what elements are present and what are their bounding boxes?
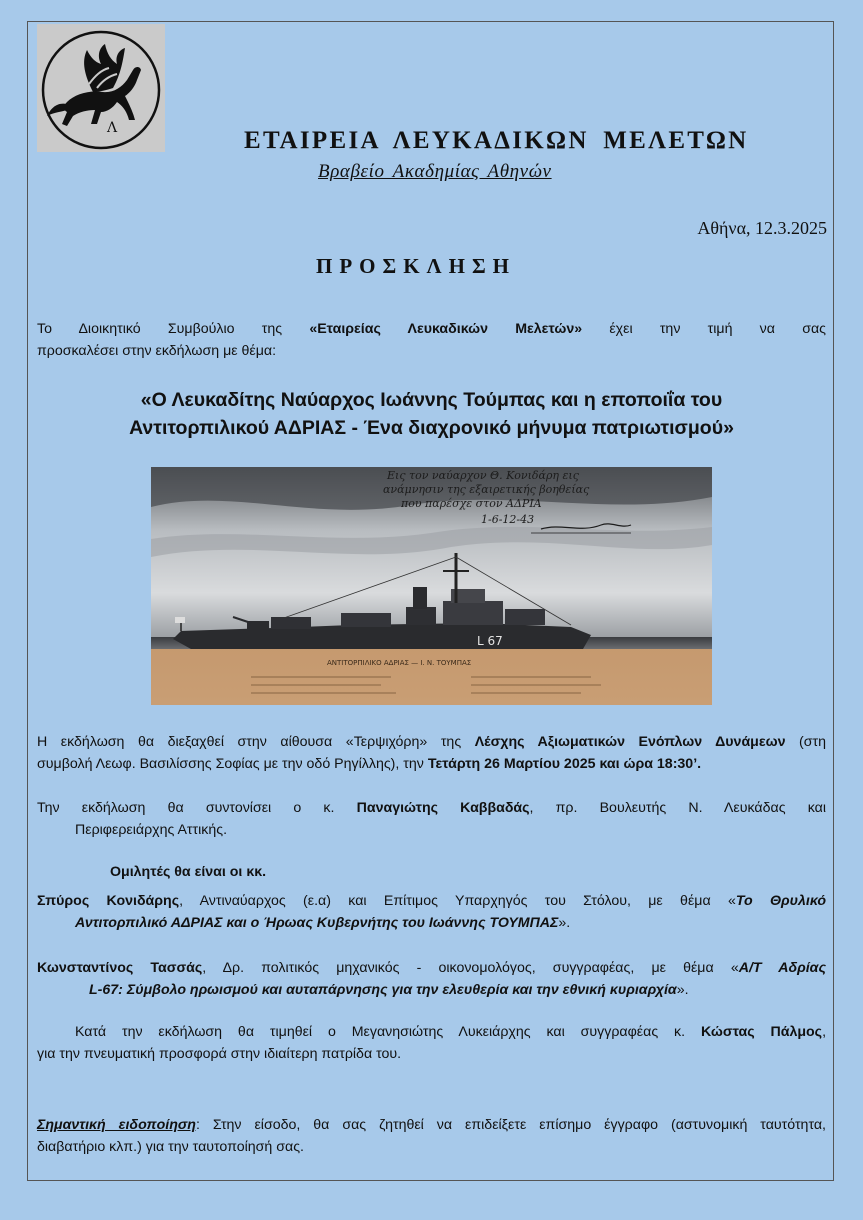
award-subtitle: Βραβείο Ακαδημίας Αθηνών — [318, 161, 552, 182]
notice-line-2: διαβατήριο κλπ.) για την ταυτοποίησή σας. — [37, 1139, 304, 1155]
event-datetime: Τετάρτη 26 Μαρτίου 2025 και ώρα 18:30’. — [427, 756, 702, 772]
inscription-line-1: Εις τον ναύαρχον Θ. Κονιδάρη εις — [387, 469, 579, 482]
honor-paragraph — [37, 1021, 826, 1065]
pegasus-logo — [37, 24, 165, 152]
notice-paragraph — [37, 1114, 826, 1158]
venue-name: Λέσχης Αξιωματικών Ενόπλων Δυνάμεων — [474, 734, 786, 750]
photo-caption: ΑΝΤΙΤΟΡΠΙΛΙΚΟ ΑΔΡΙΑΣ — Ι. Ν. ΤΟΥΜΠΑΣ — [327, 659, 472, 667]
venue-paragraph — [37, 731, 826, 775]
destroyer-photo — [151, 467, 712, 705]
event-topic-line-2: Αντιτορπιλικού ΑΔΡΙΑΣ - Ένα διαχρονικό μήνυμα πατριωτισμού» — [129, 417, 734, 439]
speaker-2-line-2: L-67: Σύμβολο ηρωισμού και αυταπάρνησης για την ελευθερία και την εθνική κυριαρχία». — [89, 982, 689, 998]
inscription-line-3: που παρέσχε στον ΑΔΡΙΑ — [401, 497, 542, 510]
notice-line-1: Σημαντική ειδοποίηση: Στην είσοδο, θα σας ζητηθεί να επιδείξετε επίσημο έγγραφο (αστυνομική ταυτότητα, — [37, 1117, 826, 1133]
invitation-title: ΠΡΟΣΚΛΗΣΗ — [316, 254, 517, 278]
intro-line-2: προσκαλέσει στην εκδήλωση με θέμα: — [37, 343, 277, 359]
honoree-name: Κώστας Πάλμος — [700, 1024, 823, 1040]
speaker-2-topic: L-67: Σύμβολο ηρωισμού και αυταπάρνησης για την ελευθερία και την εθνική κυριαρχία — [89, 982, 677, 998]
letter-date: Αθήνα, 12.3.2025 — [697, 218, 827, 238]
society-name: «Εταιρείας Λευκαδικών Μελετών» — [309, 321, 583, 337]
intro-line-1: Το Διοικητικό Συμβούλιο της «Εταιρείας Λευκαδικών Μελετών» έχει την τιμή να σας — [37, 321, 827, 337]
venue-line-1: Η εκδήλωση θα διεξαχθεί στην αίθουσα «Τερψιχόρη» της Λέσχης Αξιωματικών Ενόπλων Δυνάμεων (στη — [37, 734, 826, 750]
intro-paragraph — [37, 318, 826, 362]
notice-label: Σημαντική ειδοποίηση — [37, 1117, 196, 1133]
speaker-1 — [37, 890, 826, 934]
organization-name: ΕΤΑΙΡΕΙΑ ΛΕΥΚΑΔΙΚΩΝ ΜΕΛΕΤΩΝ — [244, 127, 749, 154]
honor-line-2: για την πνευματική προσφορά στην ιδιαίτερη πατρίδα του. — [37, 1046, 402, 1062]
speaker-1-topic: Αντιτορπιλικό ΑΔΡΙΑΣ και ο Ήρωας Κυβερνήτης του Ιωάννης ΤΟΥΜΠΑΣ — [75, 915, 559, 931]
speaker-1-line-2: Αντιτορπιλικό ΑΔΡΙΑΣ και ο Ήρωας Κυβερνήτης του Ιωάννης ΤΟΥΜΠΑΣ». — [75, 915, 571, 931]
inscription-date: 1-6-12-43 — [481, 513, 535, 526]
event-topic — [60, 386, 803, 442]
speaker-1-name: Σπύρος Κονιδάρης — [37, 893, 180, 909]
speaker-2-line-1: Κωνσταντίνος Τασσάς, Δρ. πολιτικός μηχανικός - οικονομολόγος, συγγραφέας, με θέμα «Α/Τ Αδρίας — [37, 960, 827, 976]
venue-line-2: συμβολή Λεωφ. Βασιλίσσης Σοφίας με την οδό Ρηγίλλης), την Τετάρτη 26 Μαρτίου 2025 και ώρα 18:30’. — [37, 756, 702, 772]
coordinator-name: Παναγιώτης Καββαδάς — [356, 800, 530, 816]
coordinator-paragraph — [37, 797, 826, 841]
honor-line-1: Κατά την εκδήλωση θα τιμηθεί ο Μεγανησιώτης Λυκειάρχης και συγγραφέας κ. Κώστας Πάλμος, — [75, 1024, 827, 1040]
coordinator-line-1: Την εκδήλωση θα συντονίσει ο κ. Παναγιώτης Καββαδάς, πρ. Βουλευτής Ν. Λευκάδας και — [37, 800, 826, 816]
speakers-heading: Ομιλητές θα είναι οι κκ. — [110, 864, 267, 880]
event-topic-line-1: «Ο Λευκαδίτης Ναύαρχος Ιωάννης Τούμπας και η εποποιΐα του — [140, 389, 723, 411]
hull-number: L 67 — [477, 634, 503, 648]
coordinator-line-2: Περιφερειάρχης Αττικής. — [75, 822, 228, 838]
inscription-line-2: ανάμνησιν της εξαιρετικής βοηθείας — [383, 483, 590, 496]
speaker-2-name: Κωνσταντίνος Τασσάς — [37, 960, 203, 976]
speaker-2 — [37, 957, 826, 1001]
svg-text:Λ: Λ — [107, 120, 118, 136]
speaker-1-line-1: Σπύρος Κονιδάρης, Αντιναύαρχος (ε.α) και Επίτιμος Υπαρχηγός του Στόλου, με θέμα «Το Θρυλικό — [37, 893, 826, 909]
